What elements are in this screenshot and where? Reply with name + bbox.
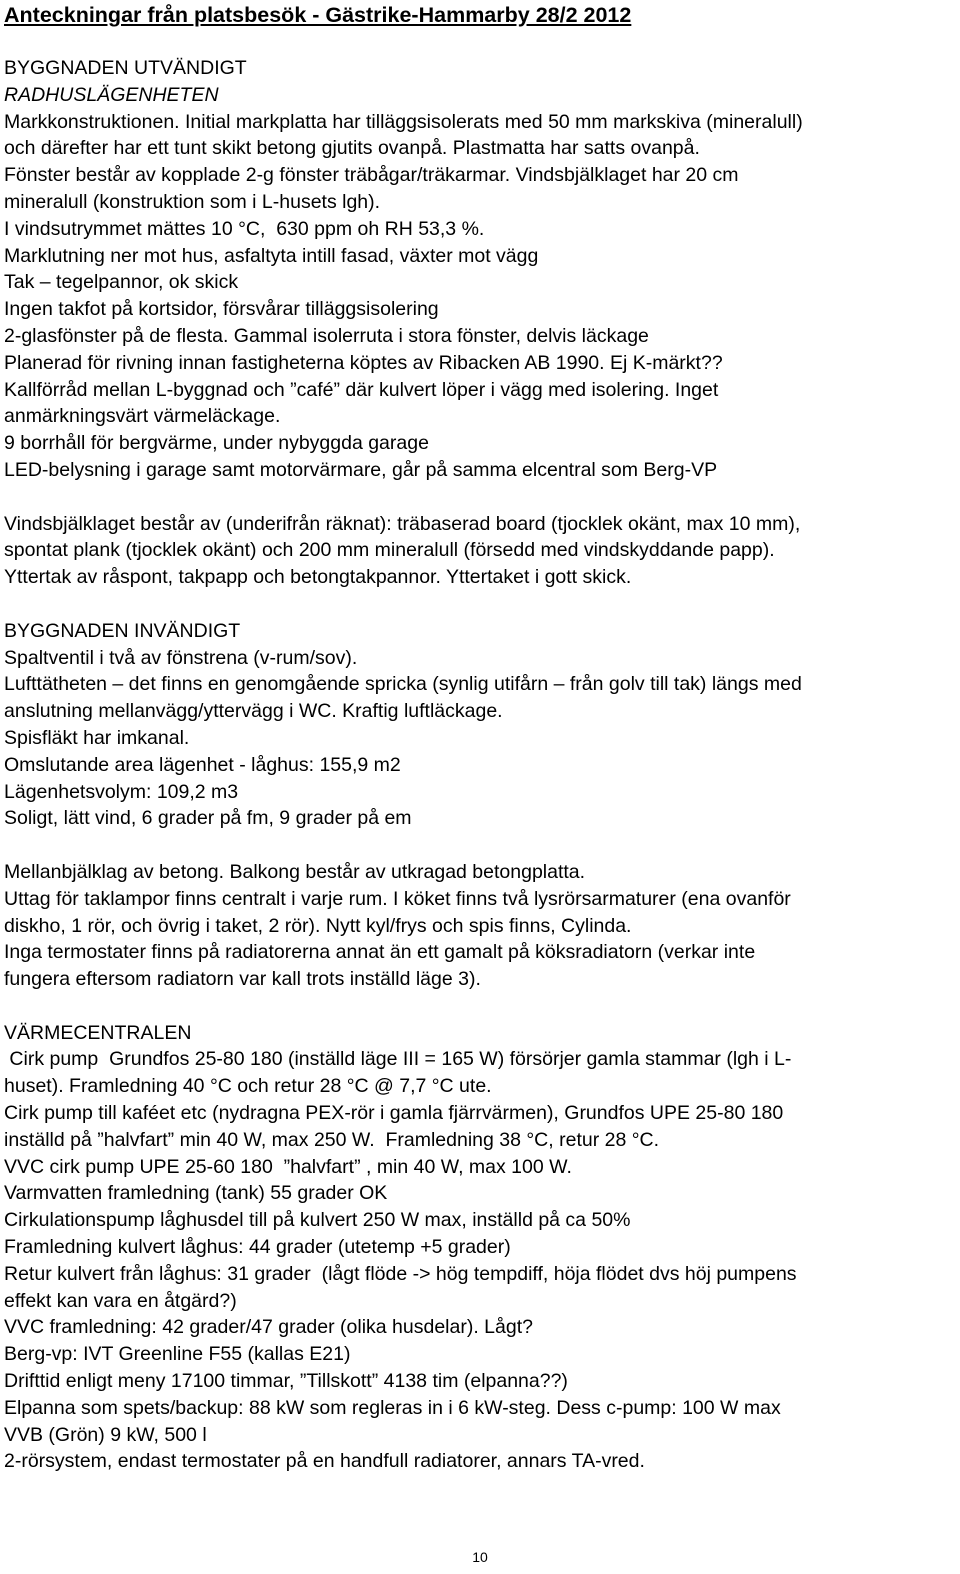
text-line: Soligt, lätt vind, 6 grader på fm, 9 grader på em	[4, 807, 412, 830]
section-heating-plant	[4, 1020, 960, 1476]
text-line: Vindsbjälklaget består av (underifrån räknat): träbaserad board (tjocklek okänt, max 10 mm),	[4, 512, 801, 535]
text-line: Yttertak av råspont, takpapp och betongtakpannor. Yttertaket i gott skick.	[4, 566, 632, 589]
text-line: Uttag för taklampor finns centralt i varje rum. I köket finns två lysrörsarmaturer (ena ovanför	[4, 887, 791, 910]
text-line: Berg-vp: IVT Greenline F55 (kallas E21)	[4, 1343, 351, 1366]
text-line: 9 borrhåll för bergvärme, under nybyggda garage	[4, 432, 429, 455]
text-line: Drifttid enligt meny 17100 timmar, ”Tillskott” 4138 tim (elpanna??)	[4, 1370, 568, 1393]
text-line: Fönster består av kopplade 2-g fönster träbågar/träkarmar. Vindsbjälklaget har 20 cm	[4, 164, 739, 187]
text-line: 2-rörsystem, endast termostater på en handfull radiatorer, annars TA-vred.	[4, 1450, 645, 1473]
text-line: inställd på ”halvfart” min 40 W, max 250 W. Framledning 38 °C, retur 28 °C.	[4, 1128, 660, 1151]
text-line: Tak – tegelpannor, ok skick	[4, 271, 239, 294]
section-lines	[4, 511, 960, 591]
text-line: Varmvatten framledning (tank) 55 grader OK	[4, 1182, 388, 1205]
page-number: 10	[472, 1549, 488, 1565]
text-line: LED-belysning i garage samt motorvärmare, går på samma elcentral som Berg-VP	[4, 458, 718, 481]
section-attic-floor	[4, 511, 960, 591]
section-heading: BYGGNADEN INVÄNDIGT	[4, 619, 241, 642]
text-line: anslutning mellanvägg/yttervägg i WC. Kraftig luftläckage.	[4, 700, 503, 723]
text-line: fungera eftersom radiatorn var kall trots inställd läge 3).	[4, 968, 481, 991]
text-line: Omslutande area lägenhet - låghus: 155,9 m2	[4, 753, 401, 776]
text-line: Inga termostater finns på radiatorerna annat än ett gamalt på köksradiatorn (verkar inte	[4, 941, 756, 964]
section-lines	[4, 109, 960, 484]
spacer	[4, 993, 960, 1020]
text-line: effekt kan vara en åtgärd?)	[4, 1289, 237, 1312]
text-line: mineralull (konstruktion som i L-husets lgh).	[4, 190, 381, 213]
text-line: Cirk pump till kaféet etc (nydragna PEX-rör i gamla fjärrvärmen), Grundfos UPE 25-80 180	[4, 1102, 784, 1125]
section-heading: VÄRMECENTRALEN	[4, 1021, 192, 1044]
text-line: Retur kulvert från låghus: 31 grader (lågt flöde -> hög tempdiff, höja flödet dvs höj pumpens	[4, 1262, 797, 1285]
text-line: Ingen takfot på kortsidor, försvårar tilläggsisolering	[4, 298, 439, 321]
section-heading: BYGGNADEN UTVÄNDIGT	[4, 57, 247, 79]
section-lines	[4, 1046, 960, 1475]
text-line: Elpanna som spets/backup: 88 kW som regleras in i 6 kW-steg. Dess c-pump: 100 W max	[4, 1396, 781, 1419]
text-line: VVC framledning: 42 grader/47 grader (olika husdelar). Lågt?	[4, 1316, 533, 1339]
text-line: Spisfläkt har imkanal.	[4, 726, 190, 749]
text-line: Cirk pump Grundfos 25-80 180 (inställd läge III = 165 W) försörjer gamla stammar (lgh i L-	[4, 1048, 792, 1071]
text-line: och därefter har ett tunt skikt betong gjutits ovanpå. Plastmatta har satts ovanpå.	[4, 137, 700, 160]
text-line: Planerad för rivning innan fastigheterna köptes av Ribacken AB 1990. Ej K-märkt??	[4, 351, 723, 374]
text-line: VVB (Grön) 9 kW, 500 l	[4, 1423, 207, 1446]
spacer	[4, 591, 960, 618]
text-line: spontat plank (tjocklek okänt) och 200 mm mineralull (försedd med vindskyddande papp).	[4, 539, 775, 562]
text-line: Lufttätheten – det finns en genomgående spricka (synlig utifårn – från golv till tak) längs med	[4, 673, 802, 696]
section-floor-slab	[4, 859, 960, 993]
text-line: Cirkulationspump låghusdel till på kulvert 250 W max, inställd på ca 50%	[4, 1209, 631, 1232]
section-lines	[4, 859, 960, 993]
text-line: Mellanbjälklag av betong. Balkong består av utkragad betongplatta.	[4, 860, 586, 883]
text-line: Framledning kulvert låghus: 44 grader (utetemp +5 grader)	[4, 1236, 511, 1259]
spacer	[4, 832, 960, 859]
document-title: Anteckningar från platsbesök - Gästrike-Hammarby 28/2 2012	[4, 3, 632, 27]
text-line: diskho, 1 rör, och övrig i taket, 2 rör). Nytt kyl/frys och spis finns, Cylinda.	[4, 914, 632, 937]
text-line: Kallförråd mellan L-byggnad och ”café” där kulvert löper i vägg med isolering. Inget	[4, 378, 719, 401]
text-line: Marklutning ner mot hus, asfaltyta intill fasad, växter mot vägg	[4, 244, 539, 267]
text-line: 2-glasfönster på de flesta. Gammal isolerruta i stora fönster, delvis läckage	[4, 324, 649, 347]
spacer	[4, 484, 960, 511]
text-line: Lägenhetsvolym: 109,2 m3	[4, 780, 239, 803]
text-line: anmärkningsvärt värmeläckage.	[4, 405, 281, 428]
text-line: VVC cirk pump UPE 25-60 180 ”halvfart” , min 40 W, max 100 W.	[4, 1155, 572, 1178]
section-interior	[4, 618, 960, 832]
text-line: huset). Framledning 40 °C och retur 28 °C @ 7,7 °C ute.	[4, 1075, 492, 1098]
text-line: Markkonstruktionen. Initial markplatta har tilläggsisolerats med 50 mm markskiva (mineralull)	[4, 110, 803, 133]
document-body	[4, 55, 960, 1475]
section-exterior	[4, 55, 960, 484]
section-subheading: RADHUSLÄGENHETEN	[4, 83, 219, 106]
text-line: Spaltventil i två av fönstrena (v-rum/sov).	[4, 646, 358, 669]
section-lines	[4, 645, 960, 833]
text-line: I vindsutrymmet mättes 10 °C, 630 ppm oh RH 53,3 %.	[4, 217, 485, 240]
